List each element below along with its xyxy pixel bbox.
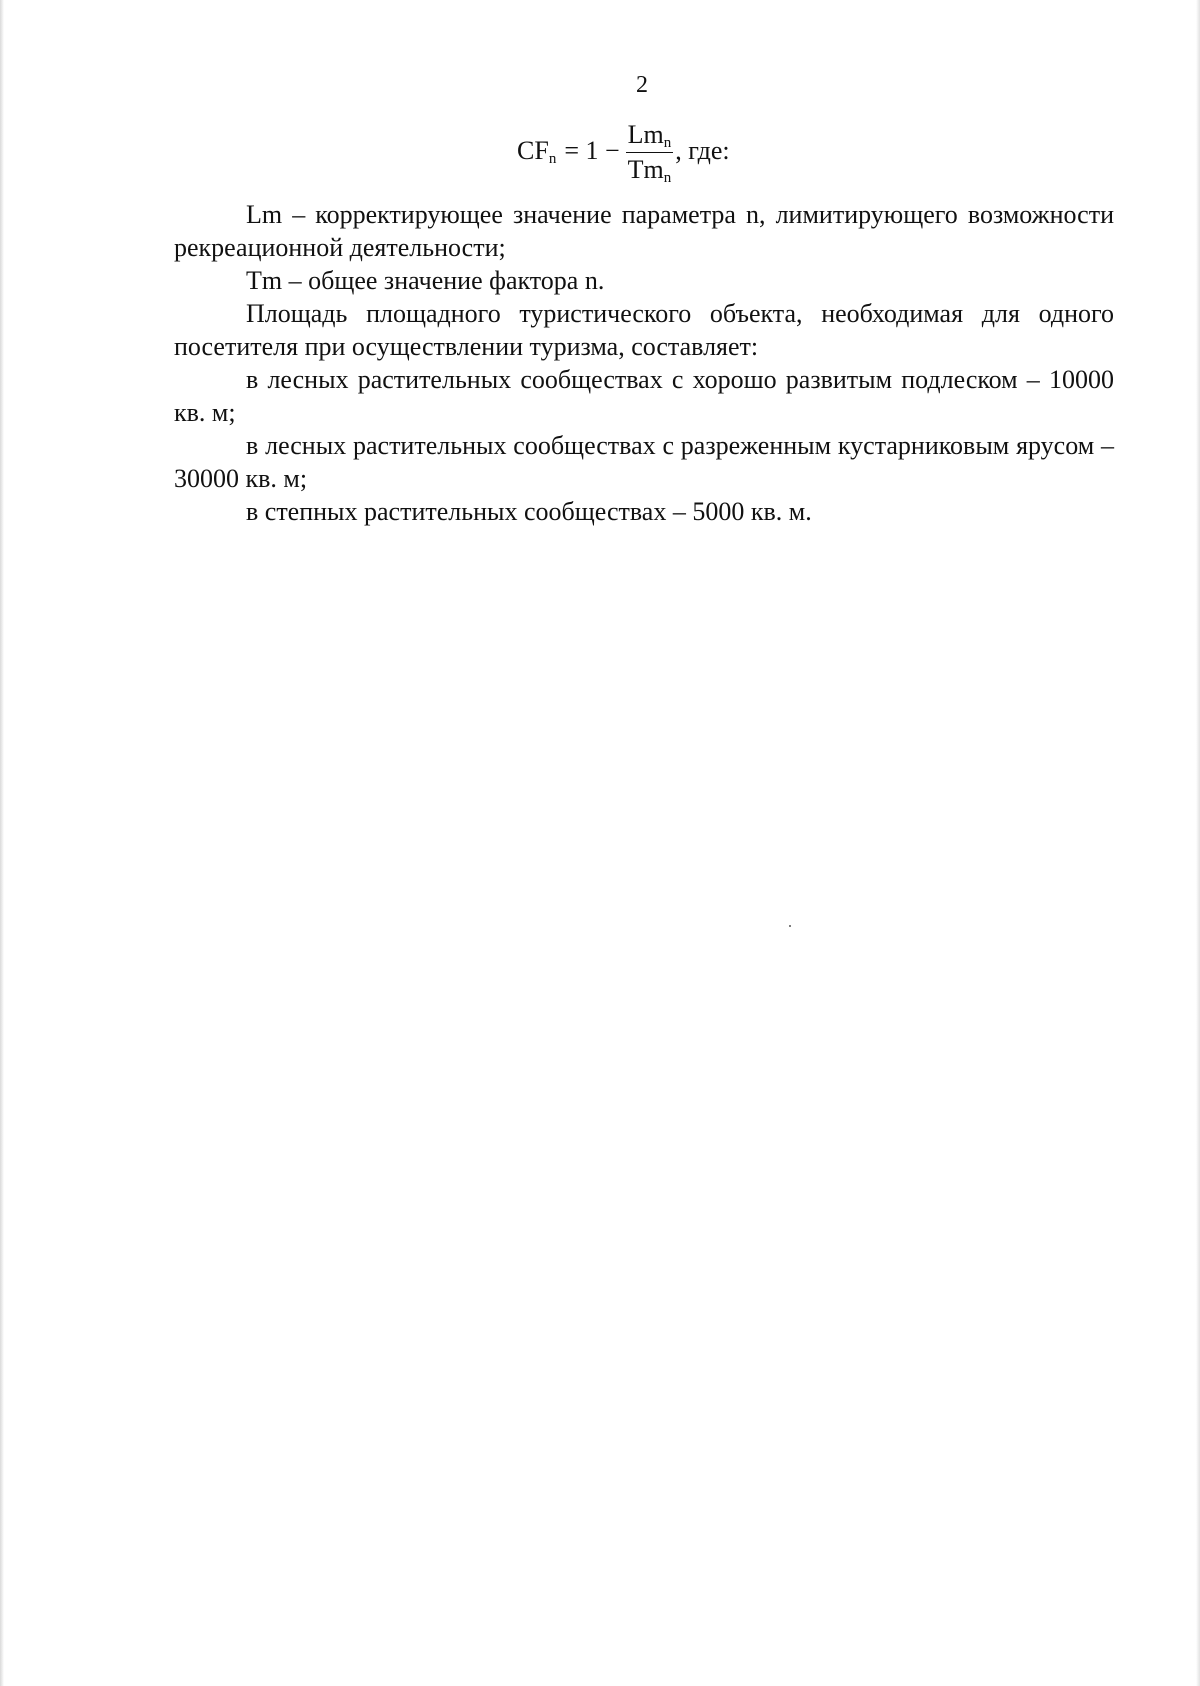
formula: [517, 116, 730, 186]
paragraph-area-intro: Площадь площадного туристического объекта, необходимая для одного посетителя при осуществлении туризма, составляет:: [174, 299, 1114, 361]
formula-equals-one-minus: = 1 −: [564, 136, 620, 165]
formula-numerator: $Lm_n$: [627, 119, 672, 151]
formula-fraction: [626, 121, 674, 184]
page-edge-left: [0, 0, 4, 1686]
paragraph-forest-sparse-shrub: в лесных растительных сообществах с разреженным кустарниковым ярусом – 30000 кв. м;: [174, 431, 1114, 493]
formula-suffix: , где:: [675, 136, 730, 165]
paragraph-steppe: в степных растительных сообществах – 5000 кв. м.: [246, 497, 812, 526]
formula-lhs: $CF_n$: [517, 136, 557, 167]
formula-denominator: $Tm_n$: [627, 154, 672, 186]
paragraph-forest-undergrowth: в лесных растительных сообществах с хорошо развитым подлеском – 10000 кв. м;: [174, 365, 1114, 427]
paragraph-tm-definition: Tm – общее значение фактора n.: [246, 266, 605, 295]
page-edge-right: [1196, 0, 1200, 1686]
document-body: [174, 198, 1114, 528]
paragraph-lm-definition: Lm – корректирующее значение параметра n, лимитирующего возможности рекреационной деятельности;: [174, 200, 1114, 262]
page-number: 2: [636, 72, 648, 98]
scan-speck: [789, 925, 791, 927]
